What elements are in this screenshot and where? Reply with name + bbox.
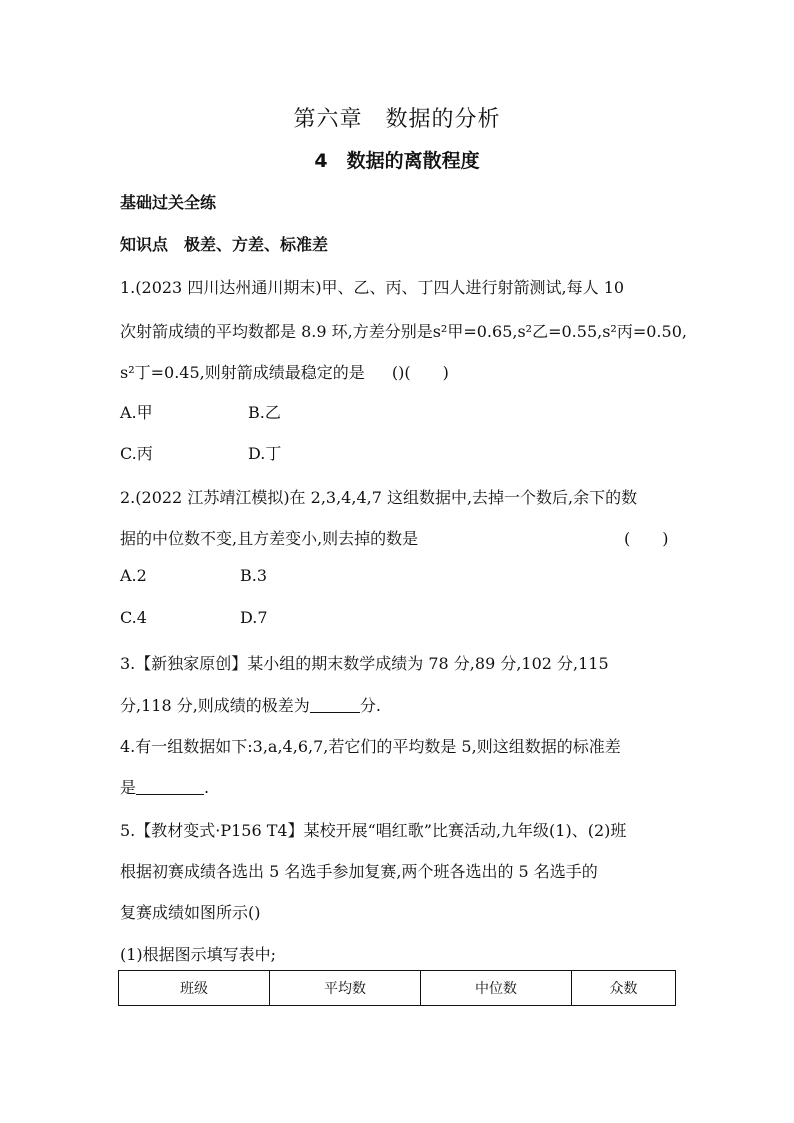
q1-line1: 1.(2023 四川达州通川期末)甲、乙、丙、丁四人进行射箭测试,每人 10	[120, 278, 625, 297]
q1-variance-b: s²乙=0.55,	[517, 322, 603, 341]
q1-line2	[120, 319, 687, 342]
practice-heading: 基础过关全练	[120, 193, 217, 212]
q4-line2-suffix: .	[204, 778, 210, 797]
q4-line2-prefix: 是	[120, 778, 137, 797]
q2-option-b: B.3	[240, 566, 268, 585]
table-header-class: 班级	[119, 971, 270, 1006]
q1-line3	[120, 360, 449, 383]
q3-line2-prefix: 分,118 分,则成绩的极差为	[120, 696, 310, 715]
q5-line2: 根据初赛成绩各选出 5 名选手参加复赛,两个班各选出的 5 名选手的	[120, 862, 598, 881]
chapter-title: 第六章 数据的分析	[293, 107, 501, 132]
q4-line2	[120, 775, 209, 798]
q4-answer-blank[interactable]	[136, 780, 204, 795]
q3-line2	[120, 693, 381, 716]
q1-answer-paren: ()( )	[391, 363, 449, 382]
table-header-row	[119, 971, 676, 1006]
q1-option-a: A.甲	[120, 403, 153, 422]
q2-option-a: A.2	[120, 566, 147, 585]
q1-variance-a: s²甲=0.65,	[432, 322, 518, 341]
q1-option-c: C.丙	[120, 444, 153, 463]
table-header-median: 中位数	[421, 971, 572, 1006]
q5-line1: 5.【教材变式·P156 T4】某校开展“唱红歌”比赛活动,九年级(1)、(2)班	[120, 821, 627, 840]
q2-answer-paren: ( )	[624, 529, 669, 548]
score-table	[118, 970, 676, 1006]
section-title: 4 数据的离散程度	[314, 150, 480, 172]
q2-line2: 据的中位数不变,且方差变小,则去掉的数是	[120, 529, 419, 548]
knowledge-point: 知识点 极差、方差、标准差	[120, 235, 329, 254]
q1-option-d: D.丁	[248, 444, 282, 463]
q1-variance-c: s²丙=0.50,	[602, 322, 687, 341]
q2-line1: 2.(2022 江苏靖江模拟)在 2,3,4,4,7 这组数据中,去掉一个数后,余下的数	[120, 488, 638, 507]
table-header-mean: 平均数	[270, 971, 421, 1006]
q5-line3: 复赛成绩如图所示()	[120, 903, 261, 922]
table-header-mode: 众数	[572, 971, 676, 1006]
q2-option-c: C.4	[120, 608, 147, 627]
q5-subquestion-1: (1)根据图示填写表中;	[120, 945, 277, 964]
q3-answer-blank[interactable]	[310, 698, 360, 713]
q1-option-b: B.乙	[248, 403, 281, 422]
q1-line3-text: s²丁=0.45,则射箭成绩最稳定的是	[120, 363, 365, 382]
q1-line2-prefix: 次射箭成绩的平均数都是 8.9 环,方差分别是	[120, 322, 433, 341]
q3-line1: 3.【新独家原创】某小组的期末数学成绩为 78 分,89 分,102 分,115	[120, 654, 609, 673]
q2-option-d: D.7	[240, 608, 268, 627]
q3-line2-suffix: 分.	[359, 696, 381, 715]
q4-line1: 4.有一组数据如下:3,a,4,6,7,若它们的平均数是 5,则这组数据的标准差	[120, 737, 621, 756]
